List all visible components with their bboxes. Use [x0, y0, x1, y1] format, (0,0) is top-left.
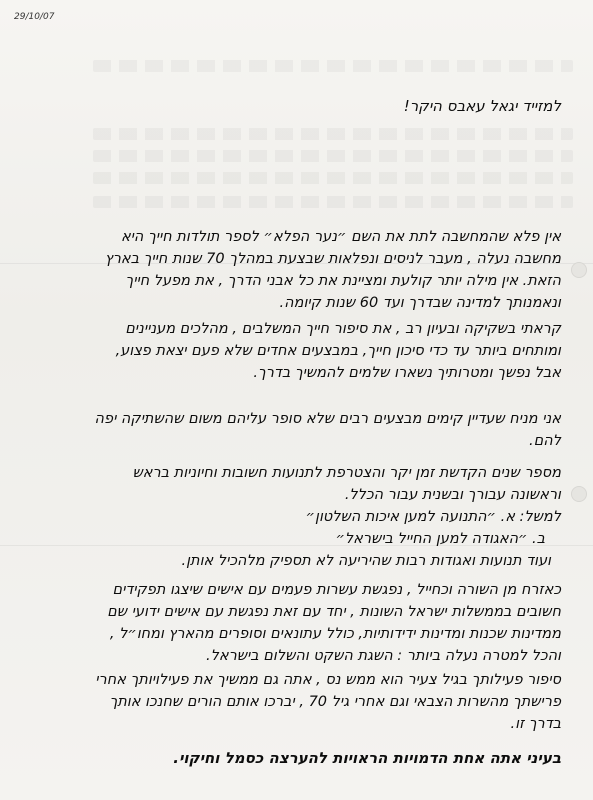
paragraph-4: [28, 462, 561, 572]
bleed-through-text: [93, 60, 573, 72]
text-line: הזאת. אין מילה יותר קולעת ומציינת את כל אבני הדרך , את מפעל חייך: [125, 273, 561, 289]
text-line: קראתי בשקיקה ובעיון רב , את סיפור חייך המשלבים , מהלכים מעניינים: [125, 321, 561, 337]
text-line: סיפור פעילותך בגיל צעיר הוא ממש נס , אתה גם ממשיך את פעילויותך אחרי: [95, 672, 561, 688]
paragraph-5: [28, 579, 561, 667]
text-line: ממדינות שכנות ומדינות ידידותיות, כולל עתונאים וסופרים מהארץ ומחו״ל ,: [109, 626, 561, 642]
text-line: בדרך זו.: [510, 716, 561, 732]
letter-date: 29/10/07: [14, 12, 55, 22]
text-line: ונאמנותך למדינה שבדרך ועד 60 שנות קיומה.: [279, 295, 561, 311]
bleed-through-text: [93, 196, 573, 208]
text-line: והכל למטרה נעלה ביותר : השגת השקט והשלום בישראל.: [206, 648, 561, 664]
bleed-through-text: [93, 150, 573, 162]
text-line: חשובים בממשלות ישראל השונות , יחד עם זאת נפגשת עם אישים ידועי שם: [107, 604, 561, 620]
text-line: ועוד תנועות ואגודות רבות שהיריעה לא תספיק מלהכיל אותן.: [181, 553, 551, 569]
paragraph-3: [28, 408, 561, 452]
text-line: מחשבה נעלה , מעבר לניסים ונפלאות שבצעת במהלך 70 שנות חייך בארץ: [104, 251, 561, 267]
bleed-through-text: [93, 128, 573, 140]
bleed-through-text: [93, 172, 573, 184]
paragraph-2: [28, 318, 561, 384]
text-line: אני מניח שעדיין קימים מבצעים רבים שלא סופר עליהם משום שהשתיקה יפה: [94, 411, 561, 427]
text-line: להם.: [529, 433, 561, 449]
paragraph-6: [28, 669, 561, 735]
list-item: ב. ״האגודה למען החייל בישראל״: [335, 531, 545, 547]
text-line: אבל נפשך ומטרותיך נשארו שלמים להמשיך בדרך.: [253, 365, 561, 381]
closing-line: בעיני אתה אחת הדמויות הראויות להערצה כסמל וחיקוי.: [173, 749, 561, 767]
text-line: מספר שנים הקדשת זמן יקר והצטרפת לתנועות חשובות וחיוניות בראש: [132, 465, 561, 481]
text-line: כאזרח מן השורה וכחייל , נפגשת עשרות פעמים עם אישים שיצגו תפקידים: [112, 582, 561, 598]
list-item: למשל: א. ״התנועה למען איכות השלטון״: [305, 509, 561, 525]
text-line: וראשונה עבורך ובשנית עבור הכלל.: [344, 487, 561, 503]
text-line: פרישתך מהשרות הצבאי וגם אחרי גיל 70 , יברכו אותם הורים שחנכו אותך: [109, 694, 561, 710]
text-line: ומותחים ביותר עד כדי סיכון חייך, במבצעים אחדים שלא פעם יצאת פצוע,: [115, 343, 561, 359]
paragraph-1: [28, 226, 561, 314]
punch-hole: [571, 262, 587, 278]
salutation: למזייד יגאל עאבס היקר!: [403, 97, 561, 115]
punch-hole: [571, 486, 587, 502]
text-line: אין פלא שהמחשבה לתת את השם ״נער הפלא״ לספר תולדות חייך היא: [120, 229, 561, 245]
